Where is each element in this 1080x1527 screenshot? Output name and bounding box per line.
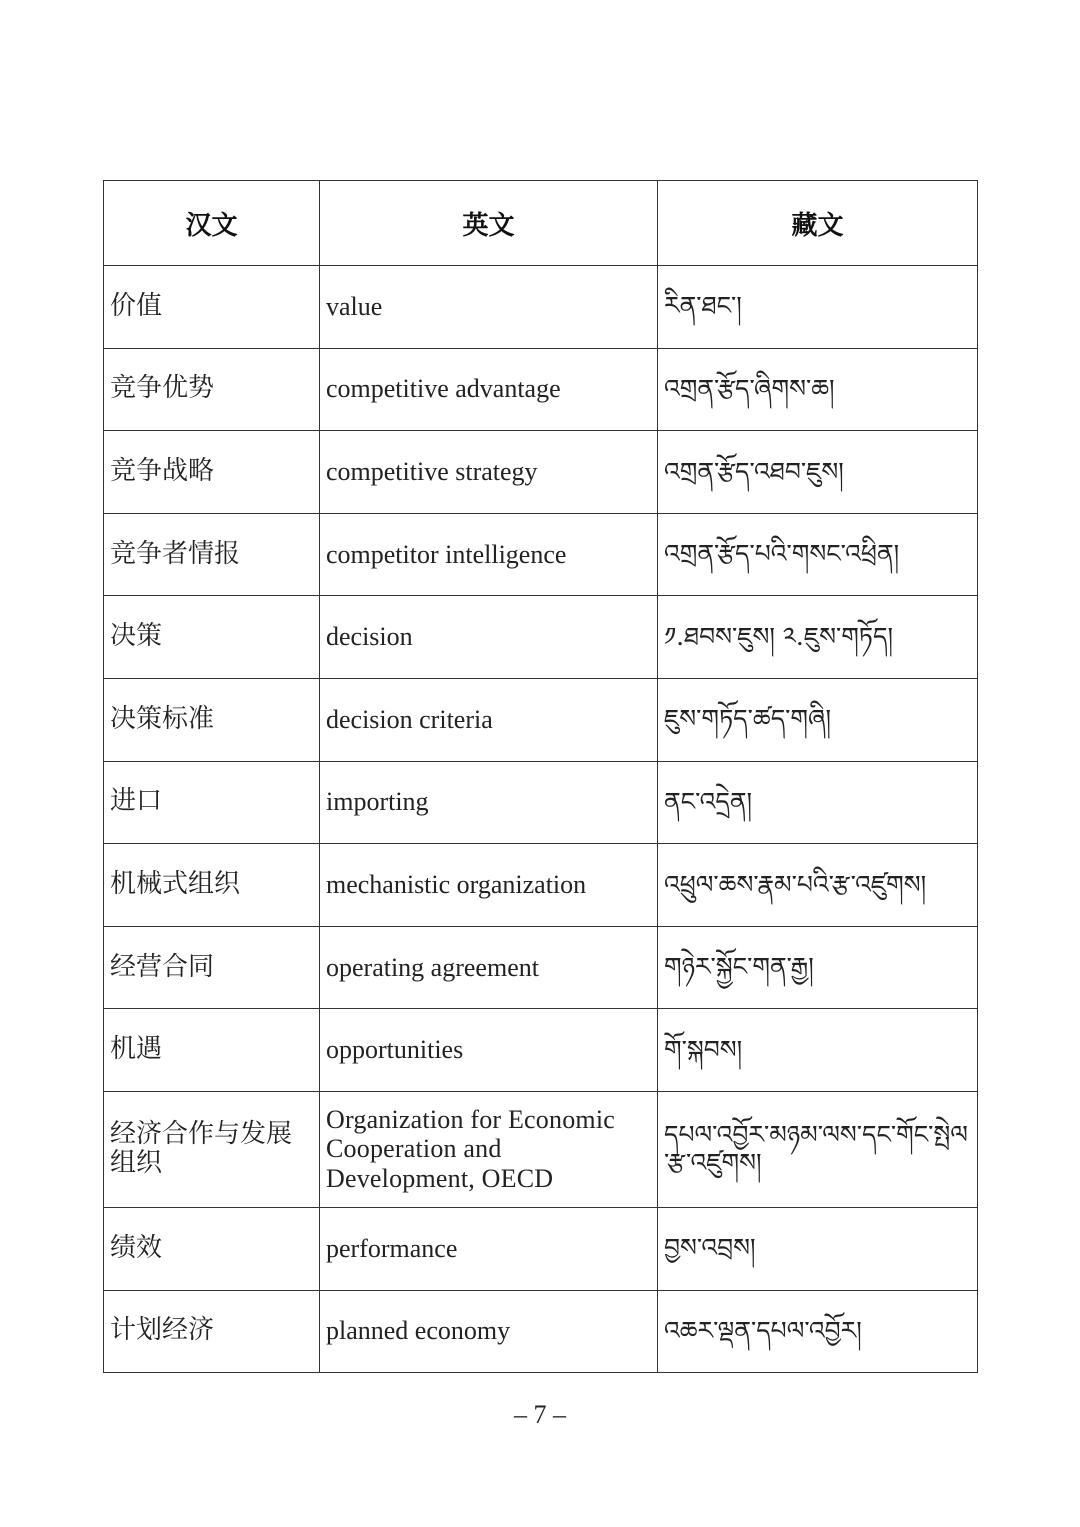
cell-chinese: 经济合作与发展组织: [104, 1091, 320, 1207]
header-chinese: 汉文: [104, 181, 320, 266]
header-english: 英文: [320, 181, 658, 266]
cell-english: performance: [320, 1207, 658, 1290]
cell-chinese: 竞争者情报: [104, 513, 320, 596]
cell-tibetan: འཆར་ལྡན་དཔལ་འབྱོར།: [658, 1290, 978, 1373]
cell-english: competitive strategy: [320, 431, 658, 514]
table-row: [104, 1091, 978, 1207]
cell-chinese: 经营合同: [104, 926, 320, 1009]
cell-english: Organization for Economic Cooperation and Development, OECD: [320, 1091, 658, 1207]
cell-tibetan: འགྲན་རྩོད་པའི་གསང་འཕྲིན།: [658, 513, 978, 596]
cell-tibetan: འགྲན་རྩོད་ཞིགས་ཆ།: [658, 348, 978, 431]
cell-english: value: [320, 266, 658, 349]
cell-chinese: 计划经济: [104, 1290, 320, 1373]
table-row: [104, 1207, 978, 1290]
cell-tibetan: རིན་ཐང་།: [658, 266, 978, 349]
cell-tibetan: ༡.ཐབས་ཇུས། ༢.ཇུས་གཏོད།: [658, 596, 978, 679]
cell-english: competitor intelligence: [320, 513, 658, 596]
cell-tibetan: འགྲན་རྩོད་འཐབ་ཇུས།: [658, 431, 978, 514]
cell-chinese: 机遇: [104, 1009, 320, 1092]
cell-chinese: 竞争优势: [104, 348, 320, 431]
cell-english: planned economy: [320, 1290, 658, 1373]
cell-english: decision criteria: [320, 678, 658, 761]
cell-chinese: 进口: [104, 761, 320, 844]
table-row: [104, 678, 978, 761]
table-row: [104, 1290, 978, 1373]
table-row: [104, 761, 978, 844]
table-row: [104, 1009, 978, 1092]
table-row: [104, 266, 978, 349]
cell-tibetan: བྱས་འབྲས།: [658, 1207, 978, 1290]
cell-tibetan: ཇུས་གཏོད་ཚད་གཞི།: [658, 678, 978, 761]
header-row: [104, 181, 978, 266]
cell-tibetan: ནང་འདྲེན།: [658, 761, 978, 844]
table-row: [104, 844, 978, 927]
table-row: [104, 596, 978, 679]
cell-tibetan: འཕྲུལ་ཆས་རྣམ་པའི་རྩ་འཛུགས།: [658, 844, 978, 927]
table-row: [104, 926, 978, 1009]
cell-chinese: 绩效: [104, 1207, 320, 1290]
cell-chinese: 价值: [104, 266, 320, 349]
cell-chinese: 决策标准: [104, 678, 320, 761]
cell-chinese: 决策: [104, 596, 320, 679]
cell-english: opportunities: [320, 1009, 658, 1092]
page-number: – 7 –: [514, 1400, 566, 1429]
cell-english: competitive advantage: [320, 348, 658, 431]
table-row: [104, 431, 978, 514]
cell-english: operating agreement: [320, 926, 658, 1009]
cell-tibetan: གོ་སྐབས།: [658, 1009, 978, 1092]
table-row: [104, 513, 978, 596]
cell-chinese: 机械式组织: [104, 844, 320, 927]
cell-english: decision: [320, 596, 658, 679]
cell-tibetan: དཔལ་འབྱོར་མཉམ་ལས་དང་གོང་སྤེལ་རྩ་འཛུགས།: [658, 1091, 978, 1207]
cell-english: mechanistic organization: [320, 844, 658, 927]
cell-english: importing: [320, 761, 658, 844]
header-tibetan: 藏文: [658, 181, 978, 266]
table-row: [104, 348, 978, 431]
cell-tibetan: གཉེར་སྐྱོང་གན་རྒྱ།: [658, 926, 978, 1009]
glossary-table: [103, 180, 978, 1373]
cell-chinese: 竞争战略: [104, 431, 320, 514]
